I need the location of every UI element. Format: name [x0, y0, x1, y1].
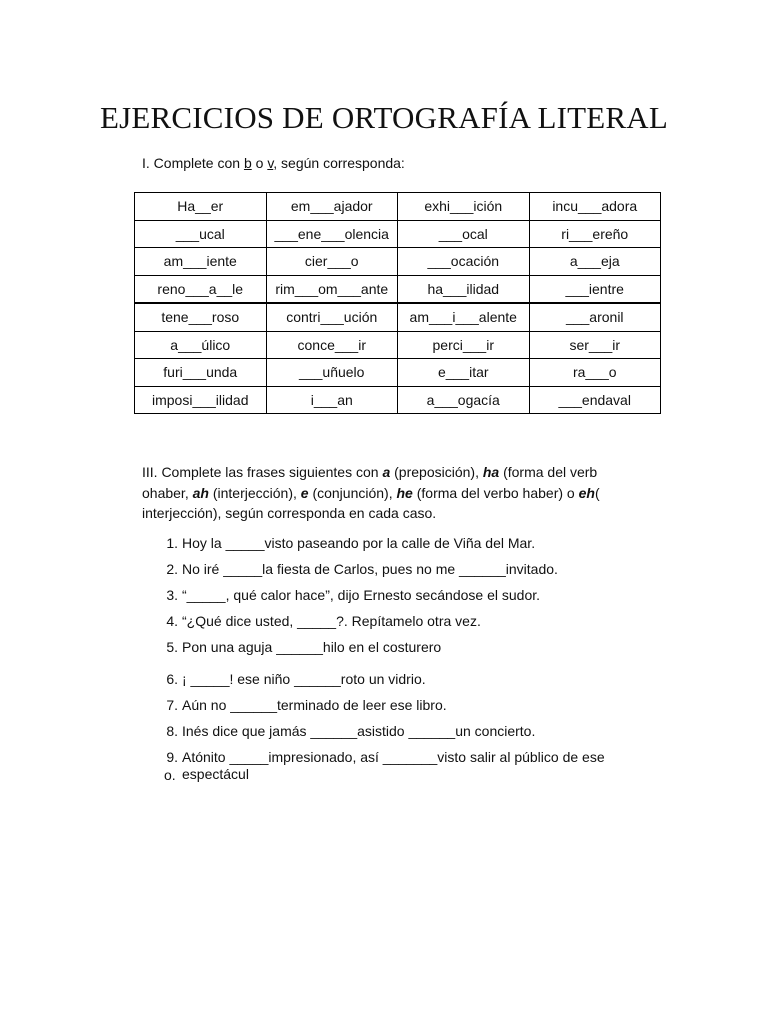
table-cell: tene___roso: [135, 303, 267, 331]
table-cell: ___endaval: [529, 386, 661, 414]
instruction-text: , según corresponda:: [273, 155, 405, 171]
item-text: ¡ _____! ese niño ______roto un vidrio.: [182, 671, 426, 687]
table-row: [135, 248, 661, 276]
item-number: 1.: [166, 535, 178, 551]
table-row: [135, 386, 661, 414]
table-cell: ___ucal: [135, 220, 267, 248]
table-row: [135, 331, 661, 359]
table-row: [135, 220, 661, 248]
instruction-text: (conjunción),: [308, 484, 397, 501]
instruction-text: ( interjección), según corresponda en cada caso.: [142, 484, 600, 521]
keyword-ah: ah: [192, 484, 209, 501]
table-cell: ___ene___olencia: [266, 220, 398, 248]
table-cell: cier___o: [266, 248, 398, 276]
section-3-instruction: [142, 462, 622, 524]
table-cell: a___ogacía: [398, 386, 530, 414]
item-text: Inés dice que jamás ______asistido ______un concierto.: [182, 723, 536, 739]
item-text: Atónito _____impresionado, así _______visto salir al público de ese espectácul: [182, 749, 605, 782]
table-cell: ___ientre: [529, 275, 661, 303]
table-cell: Ha__er: [135, 193, 267, 221]
item-number: 7.: [166, 697, 178, 713]
keyword-he: he: [396, 484, 413, 501]
table-cell: e___itar: [398, 359, 530, 387]
table-cell: reno___a__le: [135, 275, 267, 303]
item-number: 8.: [166, 723, 178, 739]
table-row: [135, 359, 661, 387]
table-cell: furi___unda: [135, 359, 267, 387]
table-cell: ___aronil: [529, 303, 661, 331]
table-cell: exhi___ición: [398, 193, 530, 221]
keyword-ha: ha: [482, 464, 500, 480]
item-text: Hoy la _____visto paseando por la calle de Viña del Mar.: [182, 535, 536, 551]
item-number: 6.: [166, 671, 178, 687]
table-cell: conce___ir: [266, 331, 398, 359]
table-cell: ri___ereño: [529, 220, 661, 248]
letter-v: v: [267, 155, 274, 171]
table-cell: a___úlico: [135, 331, 267, 359]
table-cell: em___ajador: [266, 193, 398, 221]
item-number: 9.: [166, 749, 178, 765]
item-text: No iré _____la fiesta de Carlos, pues no me ______invitado.: [182, 561, 558, 577]
table-row: [135, 275, 661, 303]
item-number: 3.: [166, 587, 178, 603]
table-cell: ra___o: [529, 359, 661, 387]
instruction-text: (forma del verbo haber) o: [412, 484, 579, 501]
keyword-a: a: [382, 464, 391, 480]
item-number: 4.: [166, 613, 178, 629]
table-cell: am___iente: [135, 248, 267, 276]
table-cell: incu___adora: [529, 193, 661, 221]
instruction-text: (forma del verb ohaber,: [142, 464, 598, 501]
table-cell: am___i___alente: [398, 303, 530, 331]
table-cell: ___ocal: [398, 220, 530, 248]
table-row: [135, 303, 661, 331]
instruction-text: (interjección),: [208, 484, 301, 501]
table-cell: rim___om___ante: [266, 275, 398, 303]
table-cell: ha___ilidad: [398, 275, 530, 303]
table-cell: ser___ir: [529, 331, 661, 359]
instruction-text: o: [251, 155, 268, 171]
keyword-eh: eh: [578, 484, 595, 501]
table-cell: ___ocación: [398, 248, 530, 276]
item-text: Aún no ______terminado de leer ese libro.: [182, 697, 447, 713]
table-cell: contri___ución: [266, 303, 398, 331]
item-text: “¿Qué dice usted, _____?. Repítamelo otra vez.: [182, 613, 481, 629]
instruction-text: I. Complete con: [142, 155, 244, 171]
table-row: [135, 193, 661, 221]
item-number: 5.: [166, 639, 178, 655]
instruction-text: (preposición),: [390, 464, 483, 480]
exercise-table: [134, 192, 661, 414]
section-1-instruction: [142, 155, 405, 171]
keyword-e: e: [300, 484, 309, 501]
page-title: EJERCICIOS DE ORTOGRAFÍA LITERAL: [99, 100, 668, 135]
item-text: o.: [164, 767, 176, 783]
table-cell: ___uñuelo: [266, 359, 398, 387]
item-number: 2.: [166, 561, 178, 577]
table-cell: i___an: [266, 386, 398, 414]
table-cell: imposi___ilidad: [135, 386, 267, 414]
letter-b: b: [243, 155, 252, 171]
table-cell: perci___ir: [398, 331, 530, 359]
item-text: “_____, qué calor hace”, dijo Ernesto secándose el sudor.: [182, 587, 541, 603]
table-cell: a___eja: [529, 248, 661, 276]
instruction-text: III. Complete las frases siguientes con: [142, 464, 383, 480]
item-text: Pon una aguja ______hilo en el costurero: [182, 639, 442, 655]
